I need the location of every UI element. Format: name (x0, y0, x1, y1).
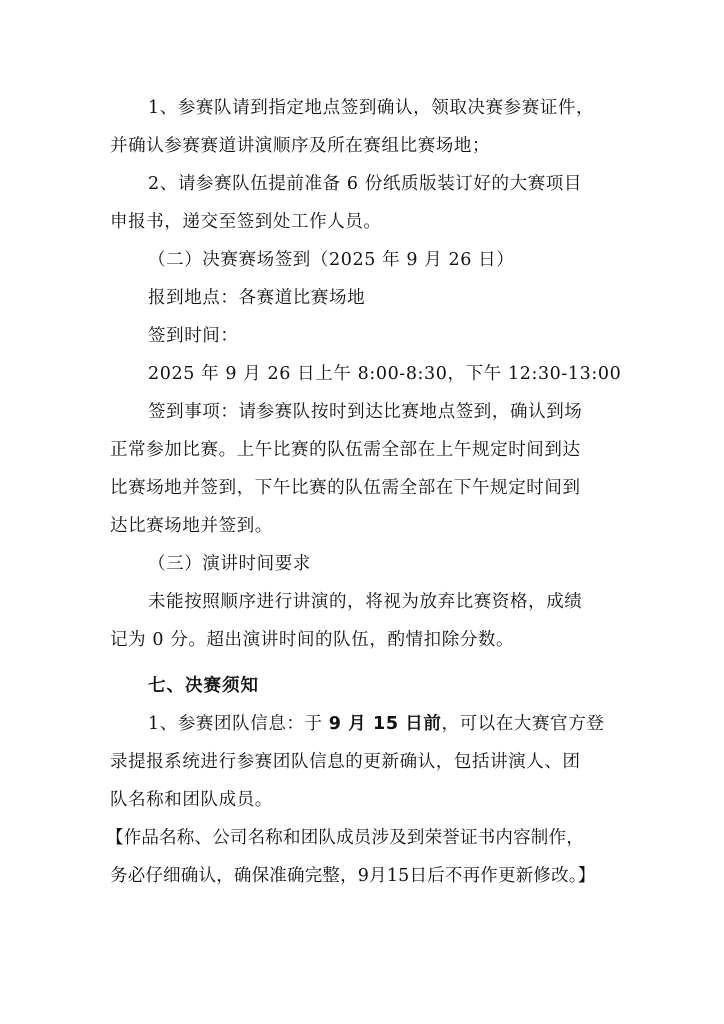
paragraph-line: 记为 0 分。超出演讲时间的队伍，酌情扣除分数。 (110, 630, 515, 650)
bracket-note-line: 务必仔细确认，确保准确完整，9月15日后不再作更新修改。】 (110, 866, 596, 886)
bracket-note-line: 【作品名称、公司名称和团队成员涉及到荣誉证书内容制作， (106, 828, 584, 848)
paragraph-line: 申报书，递交至签到处工作人员。 (110, 212, 382, 232)
paragraph-line: 1、参赛队请到指定地点签到确认，领取决赛参赛证件， (148, 98, 595, 118)
section-subheading: （三）演讲时间要求 (148, 554, 311, 574)
section-subheading: （二）决赛赛场签到（2025 年 9 月 26 日） (148, 250, 515, 270)
paragraph-line: 2、请参赛队伍提前准备 6 份纸质版装订好的大赛项目 (148, 174, 582, 194)
paragraph-line: 报到地点：各赛道比赛场地 (148, 288, 366, 308)
notice-suffix: ，可以在大赛官方登 (441, 714, 605, 734)
paragraph-line: 录提报系统进行参赛团队信息的更新确认，包括讲演人、团 (110, 752, 581, 772)
paragraph-line: 达比赛场地并签到。 (110, 516, 273, 536)
paragraph-line: 签到事项：请参赛队按时到达比赛地点签到，确认到场 (148, 402, 583, 422)
paragraph-line: 比赛场地并签到，下午比赛的队伍需全部在下午规定时间到 (110, 478, 581, 498)
paragraph-line: 2025 年 9 月 26 日上午 8:00-8:30，下午 12:30-13:00 (148, 364, 622, 384)
notice-line (148, 712, 668, 736)
paragraph-line: 并确认参赛赛道讲演顺序及所在赛组比赛场地； (110, 136, 491, 156)
notice-deadline: 9 月 15 日前 (328, 714, 442, 734)
notice-prefix: 1、参赛团队信息：于 (148, 714, 329, 734)
paragraph-line: 队名称和团队成员。 (110, 790, 273, 810)
paragraph-line: 未能按照顺序进行讲演的，将视为放弃比赛资格，成绩 (148, 592, 583, 612)
paragraph-line: 正常参加比赛。上午比赛的队伍需全部在上午规定时间到达 (110, 440, 581, 460)
section-heading: 七、决赛须知 (148, 676, 259, 696)
paragraph-line: 签到时间： (148, 326, 239, 346)
